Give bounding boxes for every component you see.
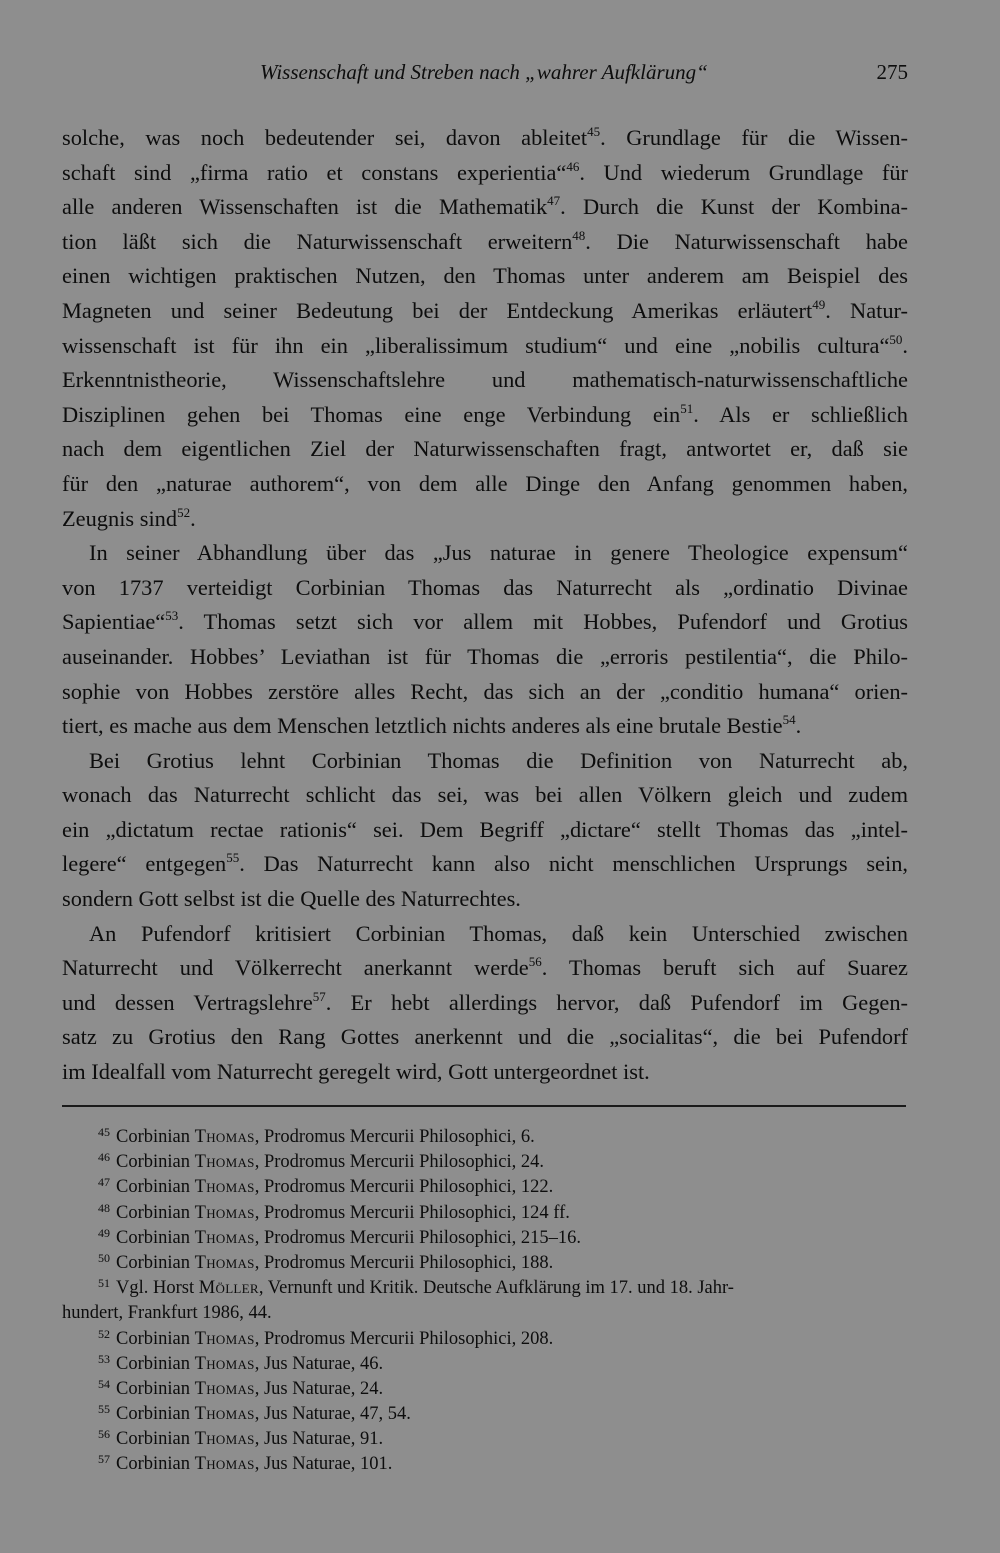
text-line	[62, 571, 908, 606]
text-line	[62, 121, 908, 156]
footnotes	[62, 1125, 908, 1478]
footnote: 48 Corbinian Thomas, Prodromus Mercurii Philosophici, 124 ff.	[98, 1200, 570, 1223]
footnote-author: Thomas	[194, 1328, 255, 1349]
footnote-author: Thomas	[194, 1404, 255, 1425]
footnote-separator	[62, 1105, 906, 1107]
line-text: und dessen Vertragslehre	[62, 989, 313, 1015]
text-line	[62, 398, 908, 433]
text-line	[62, 329, 908, 364]
footnote-author: Thomas	[194, 1202, 255, 1223]
line-text: .	[795, 713, 802, 739]
footnote-ref: 49	[812, 296, 826, 312]
text-line	[62, 847, 908, 882]
line-text: einen wichtigen praktischen Nutzen, den Thomas unter anderem am Beispiel des	[62, 263, 908, 289]
text-line	[62, 986, 908, 1021]
paragraph	[62, 917, 908, 1090]
line-text: für den „naturae authorem“, von dem alle Dinge den Anfang genommen haben,	[62, 470, 908, 496]
footnote-text: Corbinian Thomas, Prodromus Mercurii Philosophici, 124 ff.	[116, 1202, 570, 1223]
footnote: 50 Corbinian Thomas, Prodromus Mercurii Philosophici, 188.	[98, 1250, 554, 1273]
line-text: . Natur-	[825, 297, 909, 323]
footnote-text: Vgl. Horst Möller, Vernunft und Kritik. Deutsche Aufklärung im 17. und 18. Jahr-	[116, 1278, 734, 1299]
footnote-ref: 51	[680, 400, 694, 416]
footnote-text: Corbinian Thomas, Prodromus Mercurii Philosophici, 6.	[116, 1127, 535, 1147]
line-text: An Pufendorf kritisiert Corbinian Thomas, daß kein Unterschied zwischen	[89, 920, 908, 946]
footnote-author: Thomas	[194, 1353, 255, 1374]
line-text: sophie von Hobbes zerstöre alles Recht, das sich an der „conditio humana“ orien-	[62, 678, 908, 704]
footnote-ref: 50	[889, 331, 903, 347]
footnote-ref: 54	[782, 712, 796, 728]
line-text: . Die Naturwissenschaft habe	[585, 228, 908, 254]
footnote-text: Corbinian Thomas, Prodromus Mercurii Philosophici, 188.	[116, 1252, 554, 1273]
footnote-author: Möller	[198, 1278, 259, 1299]
line-text: wonach das Naturrecht schlicht das sei, was bei allen Völkern gleich und zudem	[62, 782, 908, 808]
line-text: wissenschaft ist für ihn ein „liberalissimum studium“ und eine „nobilis cultura“	[62, 332, 890, 358]
footnote-author: Thomas	[194, 1454, 255, 1475]
footnote-ref: 47	[547, 193, 561, 209]
footnote: 56 Corbinian Thomas, Jus Naturae, 91.	[98, 1427, 384, 1450]
line-text: satz zu Grotius den Rang Gottes anerkennt und die „socialitas“, die bei Pufendorf	[62, 1024, 908, 1050]
line-text: solche, was noch bedeutender sei, davon ableitet	[62, 125, 588, 150]
running-head-title: Wissenschaft und Streben nach „wahrer Aufklärung“	[260, 60, 708, 84]
footnote-author: Thomas	[194, 1378, 255, 1399]
text-line	[62, 156, 908, 191]
line-text: . Thomas setzt sich vor allem mit Hobbes, Pufendorf und Grotius	[178, 609, 908, 635]
line-text: Disziplinen gehen bei Thomas eine enge Verbindung ein	[62, 401, 681, 427]
footnote-continuation: hundert, Frankfurt 1986, 44.	[62, 1303, 272, 1324]
text-line	[62, 225, 908, 260]
line-text: . Als er schließlich	[693, 401, 908, 427]
text-line	[62, 675, 908, 710]
footnote: 49 Corbinian Thomas, Prodromus Mercurii Philosophici, 215–16.	[98, 1225, 581, 1248]
line-text: alle anderen Wissenschaften ist die Mathematik	[62, 194, 548, 220]
line-text: Erkenntnistheorie, Wissenschaftslehre und mathematisch-naturwissenschaftliche	[62, 367, 908, 393]
footnote-text: Corbinian Thomas, Jus Naturae, 101.	[116, 1454, 393, 1475]
line-text: ein „dictatum rectae rationis“ sei. Dem Begriff „dictare“ stellt Thomas das „intel-	[62, 816, 908, 842]
footnote-author: Thomas	[194, 1227, 255, 1248]
footnote-ref: 53	[165, 608, 179, 624]
footnote-ref: 55	[226, 850, 240, 866]
footnote-ref: 56	[528, 954, 542, 970]
line-text: tiert, es mache aus dem Menschen letztlich nichts anderes als eine brutale Bestie	[62, 713, 783, 739]
text-line	[62, 744, 908, 779]
paragraph	[62, 121, 908, 536]
line-text: . Durch die Kunst der Kombina-	[560, 194, 908, 220]
footnote: 45 Corbinian Thomas, Prodromus Mercurii Philosophici, 6.	[98, 1125, 535, 1147]
page-number: 275	[876, 60, 908, 84]
line-text: . Und wiederum Grundlage für	[579, 159, 908, 185]
footnote-text: Corbinian Thomas, Prodromus Mercurii Philosophici, 122.	[116, 1177, 554, 1198]
line-text: im Idealfall vom Naturrecht geregelt wird, Gott untergeordnet ist.	[62, 1059, 650, 1085]
footnote-text: Corbinian Thomas, Jus Naturae, 46.	[116, 1353, 384, 1374]
footnote-text: Corbinian Thomas, Jus Naturae, 24.	[116, 1378, 384, 1399]
line-text: sondern Gott selbst ist die Quelle des Naturrechtes.	[62, 886, 521, 912]
line-text: . Er hebt allerdings hervor, daß Pufendorf im Gegen-	[325, 989, 908, 1015]
text-line	[62, 813, 908, 848]
text-line	[62, 190, 908, 225]
text-line	[62, 502, 908, 537]
text-line	[62, 605, 908, 640]
line-text: tion läßt sich die Naturwissenschaft erweitern	[62, 228, 573, 254]
footnote: 55 Corbinian Thomas, Jus Naturae, 47, 54.	[98, 1402, 411, 1425]
footnote: 46 Corbinian Thomas, Prodromus Mercurii Philosophici, 24.	[98, 1150, 544, 1173]
footnote: 51 Vgl. Horst Möller, Vernunft und Kritik. Deutsche Aufklärung im 17. und 18. Jahr-	[98, 1276, 734, 1299]
paragraph	[62, 536, 908, 744]
footnote-ref: 52	[177, 504, 191, 520]
footnote-text: Corbinian Thomas, Jus Naturae, 91.	[116, 1429, 384, 1450]
footnote-ref: 48	[572, 227, 586, 243]
footnote-ref: 45	[587, 124, 601, 139]
line-text: legere“ entgegen	[62, 851, 227, 877]
text-line	[62, 882, 908, 917]
footnote-author: Thomas	[194, 1429, 255, 1450]
line-text: Bei Grotius lehnt Corbinian Thomas die Definition von Naturrecht ab,	[89, 747, 908, 773]
line-text: schaft sind „firma ratio et constans experientia“	[62, 159, 567, 185]
footnote-text: Corbinian Thomas, Prodromus Mercurii Philosophici, 208.	[116, 1328, 554, 1349]
line-text: Magneten und seiner Bedeutung bei der Entdeckung Amerikas erläutert	[62, 297, 813, 323]
footnote-text: Corbinian Thomas, Prodromus Mercurii Philosophici, 215–16.	[116, 1227, 581, 1248]
text-line	[62, 951, 908, 986]
footnote-author: Thomas	[194, 1127, 255, 1147]
text-line	[62, 917, 908, 952]
footnote: 54 Corbinian Thomas, Jus Naturae, 24.	[98, 1376, 384, 1399]
footnote-text: Corbinian Thomas, Jus Naturae, 47, 54.	[116, 1404, 411, 1425]
text-line	[62, 536, 908, 571]
text-line	[62, 778, 908, 813]
line-text: von 1737 verteidigt Corbinian Thomas das Naturrecht als „ordinatio Divinae	[62, 574, 908, 600]
footnote-ref: 57	[312, 988, 326, 1004]
line-text: Naturrecht und Völkerrecht anerkannt werde	[62, 955, 529, 981]
line-text: Zeugnis sind	[62, 505, 178, 531]
line-text: .	[190, 505, 196, 531]
text-line	[62, 640, 908, 675]
footnote: 53 Corbinian Thomas, Jus Naturae, 46.	[98, 1351, 384, 1374]
body-text	[62, 121, 908, 1090]
line-text: . Thomas beruft sich auf Suarez	[541, 955, 908, 981]
text-line	[62, 467, 908, 502]
footnote: 57 Corbinian Thomas, Jus Naturae, 101.	[98, 1452, 393, 1475]
footnote: 47 Corbinian Thomas, Prodromus Mercurii Philosophici, 122.	[98, 1175, 554, 1198]
text-line	[62, 294, 908, 329]
running-head	[62, 60, 908, 90]
footnote-text: Corbinian Thomas, Prodromus Mercurii Philosophici, 24.	[116, 1152, 544, 1173]
line-text: nach dem eigentlichen Ziel der Naturwissenschaften fragt, antwortet er, daß sie	[62, 436, 908, 462]
text-line	[62, 709, 908, 744]
line-text: . Das Naturrecht kann also nicht menschlichen Ursprungs sein,	[239, 851, 908, 877]
line-text: Sapientiae“	[62, 609, 166, 635]
text-line	[62, 259, 908, 294]
paragraph	[62, 744, 908, 917]
text-line	[62, 432, 908, 467]
line-text: .	[902, 332, 908, 358]
footnote-author: Thomas	[194, 1252, 255, 1273]
text-line	[62, 1055, 908, 1090]
footnote-author: Thomas	[194, 1152, 255, 1173]
footnote-ref: 46	[566, 158, 580, 174]
footnote-author: Thomas	[194, 1177, 255, 1198]
line-text: . Grundlage für die Wissen-	[600, 125, 909, 150]
footnote: 52 Corbinian Thomas, Prodromus Mercurii Philosophici, 208.	[98, 1326, 554, 1349]
line-text: In seiner Abhandlung über das „Jus naturae in genere Theologice expensum“	[89, 540, 908, 566]
text-line	[62, 1020, 908, 1055]
line-text: auseinander. Hobbes’ Leviathan ist für Thomas die „erroris pestilentia“, die Philo-	[62, 643, 908, 669]
text-line	[62, 363, 908, 398]
